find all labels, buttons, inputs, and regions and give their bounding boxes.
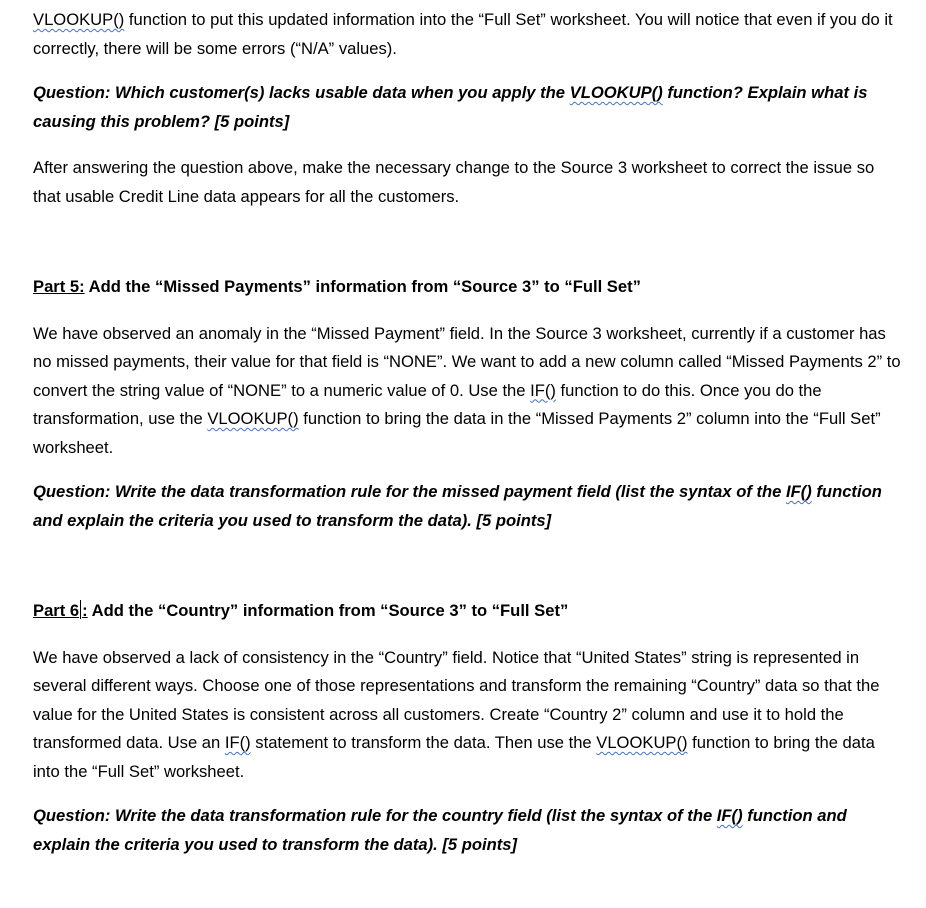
part-6-label-number: Part 6: [33, 601, 80, 620]
after-paragraph: After answering the question above, make the necessary change to the Source 3 worksheet to correct the issue so that usable Credit Line data appears for all the customers.: [33, 158, 875, 206]
part-6-text-1: We have observed a lack of consistency in the “Country” field. Notice that “United States” string is represented in several different ways. Choose one of those representations and transform the remaining “Country” data so that the value for the United States is consistent across all customers. Create “Country 2” column and use it to hold the transformed data. Use an: [33, 647, 880, 752]
question-4: [33, 79, 903, 136]
part-5-text-2: function to do this. Once you do the transformation, use the: [33, 380, 822, 428]
intro-paragraph: [33, 6, 903, 63]
if-term: IF(): [785, 482, 812, 501]
part-6-paragraph: [33, 644, 903, 787]
question-5-text-end: function and explain the criteria you used to transform the data). [5 points]: [33, 482, 882, 530]
vlookup-term: VLOOKUP(): [207, 409, 299, 428]
part-6-text-3: function to bring the data into the “Full Set” worksheet.: [33, 733, 875, 781]
document-page[interactable]: [33, 6, 903, 859]
question-5: [33, 478, 903, 535]
part-5-title: Add the “Missed Payments” information from “Source 3” to “Full Set”: [84, 277, 641, 296]
question-6-text-start: Question: Write the data transformation rule for the country field (list the syntax of the: [33, 806, 717, 825]
part-6-heading: [33, 597, 903, 626]
part-6-text-2: statement to transform the data. Then use the: [250, 733, 597, 752]
if-term: IF(): [530, 380, 556, 400]
question-4-text-start: Question: Which customer(s) lacks usable data when you apply the: [33, 83, 570, 102]
part-5-label: Part 5:: [33, 277, 85, 296]
question-4-text-end: function? Explain what is causing this problem? [5 points]: [33, 83, 868, 131]
part-5-text-1: We have observed an anomaly in the “Missed Payment” field. In the Source 3 worksheet, currently if a customer has no missed payments, their value for that field is “NONE”. We want to add a new column called “Missed Payments 2” to convert the string value of “NONE” to a numeric value of 0. Use the: [33, 323, 901, 400]
question-5-text-start: Question: Write the data transformation rule for the missed payment field (list the syntax of the: [33, 482, 786, 501]
vlookup-term: VLOOKUP(): [33, 10, 125, 29]
part-6-title: Add the “Country” information from “Source 3” to “Full Set”: [87, 601, 569, 620]
part-5-paragraph: [33, 320, 903, 463]
part-5-heading: [33, 273, 903, 302]
part-6-label: [33, 601, 88, 620]
text-cursor: [80, 600, 81, 619]
if-term: IF(): [716, 806, 743, 825]
question-6: [33, 802, 903, 859]
question-6-text-end: function and explain the criteria you used to transform the data). [5 points]: [33, 806, 847, 854]
intro-text: function to put this updated information into the “Full Set” worksheet. You will notice that even if you do it correctly, there will be some errors (“N/A” values).: [33, 10, 893, 58]
part-5-text-3: function to bring the data in the “Missed Payments 2” column into the “Full Set” worksheet.: [33, 409, 881, 457]
vlookup-term: VLOOKUP(): [596, 733, 688, 752]
vlookup-term: VLOOKUP(): [569, 83, 663, 102]
part-6-label-colon: :: [82, 601, 88, 620]
if-term: IF(): [224, 733, 251, 752]
